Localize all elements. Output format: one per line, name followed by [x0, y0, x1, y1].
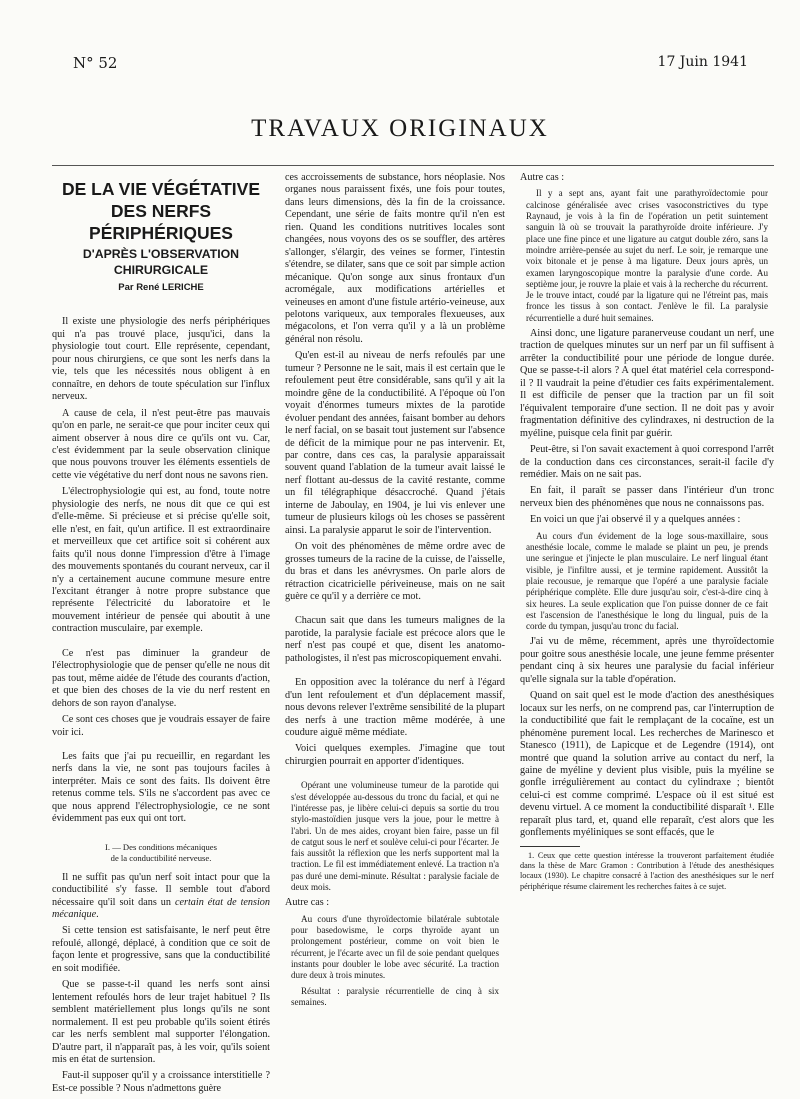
article-author: Par René LERICHE [118, 282, 204, 293]
paragraph: Ce n'est pas diminuer la grandeur de l'électrophysiologie que de penser qu'elle ne nous dit pas tout, même aidée de l'étude des courants d'action, et que bien des choses de la vie du nerf restent en dehors de son rayon d'analyse. [52, 647, 270, 709]
paragraph: Voici quelques exemples. J'imagine que tout chirurgien pourrait en apporter d'identiques. [285, 743, 505, 767]
issue-number: N° 52 [73, 54, 118, 72]
paragraph: Il existe une physiologie des nerfs périphériques qui n'a pas trouvé place, jusqu'ici, dans la physiologie tout court. Elle représente, cependant, pour nous chirurgiens, ce que sont les nerfs dans la vie, tels que les nécessités nous obligent à en connaître, en dehors de toute spéculation sur l'influx nerveux. [52, 316, 270, 403]
paragraph: Ce sont ces choses que je voudrais essayer de faire voir ici. [52, 714, 270, 738]
paragraph: Ainsi donc, une ligature paranerveuse coudant un nerf, une traction de quelques minutes sur un nerf par un fil suffisent à arrêter la conductibilité pour une période de longue durée. Que se passe-t-il alors ? A quel état matériel cela correspond-il ? Il vaudrait la peine d'étudier ces faits expérimentalement. Il est difficile de penser que la traction par un fil soit l'équivalent temporaire d'une section. Il ne doit pas y avoir fragmentation définitive des cylindraxes, ni destruction de la myéline, puisque cela finit par guérir. [520, 328, 774, 439]
issue-date: 17 Juin 1941 [657, 54, 748, 70]
footnote: 1. Ceux que cette question intéresse la trouveront parfaitement étudiée dans la thèse de Marc Gramon : Contribution à l'étude des anesthésiques locaux (1930). Le chapitre consacré à l'action des anesthésiques sur le nerf périphérique résume clairement les recherches faites à ce sujet. [520, 850, 774, 891]
paragraph: L'électrophysiologie qui est, au fond, toute notre physiologie des nerfs, ne nous dit que ce qui est d'elle-même. Si précieuse et si précise qu'elle soit, elle n'est, en fait, qu'un artifice. Il est extraordinaire et merveilleux que cet artifice soit si cohérent aux faits qu'il nous donne l'impression d'être à l'image des mouvements spontanés du courant nerveux, car il n'y a certainement aucune commune mesure entre l'excitant étranger à notre propre substance que représente l'électricité du laboratoire et le mouvement intérieur de pensée qui aboutit à une contraction musculaire, par exemple. [52, 486, 270, 635]
paragraph: Faut-il supposer qu'il y a croissance interstitielle ? Est-ce possible ? Nous n'admettons guère [52, 1070, 270, 1094]
paragraph: Si cette tension est satisfaisante, le nerf peut être refoulé, allongé, déplacé, à condition que ce soit de façon lente et progressive, sans que la conductibilité en soit modifiée. [52, 925, 270, 974]
paragraph: En voici un que j'ai observé il y a quelques années : [530, 514, 741, 526]
paragraph: Quand on sait quel est le mode d'action des anesthésiques locaux sur les nerfs, on ne comprend pas, car l'interruption de la conductibilité que fait le remplaçant de la cocaïne, est un phénomène purement local. Les recherches de Marinesco et Stanesco (1911), de Lapicque et de Legendre (1914), ont montré que quand la solution arrive au contact du nerf, la gaine de myéline y devient plus visible, puis la myéline se gonfle irrégulièrement au contact du cylindraxe ; bientôt celui-ci est comme comprimé. L'espace où il est situé est devenu virtuel. A ce moment la conductibilité disparaît ¹. Elle reparaît plus tard, et, quand elle reparaît, c'est alors que les gonflements myéliniques se sont effacés, que le [520, 690, 774, 839]
paragraph: Les faits que j'ai pu recueillir, en regardant les nerfs dans la vie, ne sont pas toujours faciles à interpréter. Mais ce sont des faits. Ils doivent être retenus comme tels. S'ils ne s'accordent pas avec ce que nous apprend l'électrophysiologie, ce ne sont évidemment pas eux qui ont tort. [52, 750, 270, 825]
article-title-line-2: DES NERFS PÉRIPHÉRIQUES [89, 201, 233, 243]
case-label: Autre cas : [285, 897, 330, 909]
case-result: Résultat : paralysie récurrentielle de cinq à six semaines. [291, 985, 499, 1007]
column-2 [285, 172, 505, 1012]
footnote-divider [520, 846, 580, 847]
section-title: TRAVAUX ORIGINAUX [251, 115, 549, 142]
paragraph: Chacun sait que dans les tumeurs malignes de la parotide, la paralysie faciale est précoce alors que le nerf n'est pas coupé et que, disent les anatomo-pathologistes, il n'est pas microscopiquement envahi. [285, 615, 505, 664]
article-title-line-1: DE LA VIE VÉGÉTATIVE [61, 179, 261, 199]
emphasis-text: certain état de tension mécanique [52, 896, 270, 921]
article-subtitle-line-2: CHIRURGICALE [113, 263, 209, 277]
paragraph: En opposition avec la tolérance du nerf à l'égard d'un lent refoulement et d'un déplacement massif, nous devons relever l'extrême sensibilité de la plupart des nerfs à une traction même modérée, à une coudure aiguë même médiate. [285, 677, 505, 739]
section-heading-line-2: de la conductibilité nerveuse. [110, 852, 212, 863]
case-report: Au cours d'un évidement de la loge sous-maxillaire, sous anesthésie locale, comme le malade se plaint un peu, je prends une seringue et j'injecte le plan musculaire. Le nerf lingual étant visible, je l'infiltre aussi, et je termine rapidement. Aussitôt la plaie recousue, je remarque que l'opéré a une paralysie faciale périphérique complète. Elle dure jusqu'au soir, c'est-à-dire cinq à six heures. La seule explication que l'on puisse donner de ce fait est l'ascension de l'anesthésique le long du lingual, puis de la corde du tympan, jusqu'au tronc du facial. [526, 530, 768, 632]
paragraph [52, 872, 270, 922]
section-heading [52, 842, 270, 864]
article-subtitle [52, 246, 270, 278]
case-report: Il y a sept ans, ayant fait une parathyroïdectomie pour calcinose généralisée avec crises vasoconstrictives du type Raynaud, je vois à la fin de l'opération un petit suintement sanguin là où se trouvait la parathyroïde droite inférieure. J'y place une fine pince et une ligature au catgut double zéro, sans la moindre arrière-pensée au sujet du nerf. Le soir, je remarque une voix bitonale et je pense à ma ligature. Deux jours après, un examen laryngoscopique montre la paralysie d'une corde. Au septième jour, je rouvre la plaie et vais à la recherche du récurrent. Je le trouve intact, coudé par la ligature qui ne l'étreint pas, mais fronce les tissus à son contact. J'enlève le fil. La paralysie récurrentielle a duré huit semaines. [526, 188, 769, 323]
paragraph: J'ai vu de même, récemment, après une thyroïdectomie pour goitre sous anesthésie locale, une jeune femme présenter pendant cinq à six heures une paralysie du facial inférieur qu'elle signala sur la table d'opération. [520, 636, 774, 685]
paragraph-text-end: . [96, 909, 99, 921]
column-1 [52, 172, 270, 1099]
case-report: Au cours d'une thyroïdectomie bilatérale subtotale pour basedowisme, le corps thyroïde ayant un prolongement postérieur, comme on voit bien le récurrent, je l'écarte avec un fil de soie pendant quelques instants pour doubler le lobe avec sécurité. La traction dure deux à trois minutes. [291, 913, 499, 981]
paragraph: A cause de cela, il n'est peut-être pas mauvais qu'on en parle, ne serait-ce que pour inciter ceux qui aiment observer à nous dire ce qu'ils ont vu. Car, c'est évidemment par la seule observation clinique que nous pouvons trouver les éléments essentiels de cette vie végétative du nerf dont nous ne savons rien. [52, 407, 270, 481]
paragraph: Que se passe-t-il quand les nerfs sont ainsi lentement refoulés hors de leur trajet habituel ? Ils semblent matériellement plus longs qu'ils ne sont normalement. Il est peu probable qu'ils soient étirés car les nerfs semblent mal supporter l'élongation. D'autre part, il n'apparaît pas, à les voir, qu'ils soient mis en état de surtension. [52, 979, 270, 1066]
case-label: Autre cas : [520, 172, 565, 183]
article-subtitle-line-1: D'APRÈS L'OBSERVATION [82, 247, 240, 261]
paragraph: Peut-être, si l'on savait exactement à quoi correspond l'arrêt de la conduction dans ces circonstances, serait-il facile d'y remédier. Mais on ne sait pas. [520, 444, 774, 480]
column-3 [520, 172, 774, 896]
case-report: Opérant une volumineuse tumeur de la parotide qui s'est développée au-dessous du tronc du facial, et qui ne l'intéresse pas, je libère celui-ci depuis sa sortie du trou stylo-mastoïdien jusque vers la joue, pour le mettre à l'abri. Un de mes aides, croyant bien faire, passe un fil de catgut sous le nerf et soulève celui-ci pour l'écarter. Je fais aussitôt la réflexion que les nerfs supportent mal la traction. Le fil est immédiatement enlevé. La traction n'a pas duré une demi-minute. Résultat : paralysie faciale de deux mois. [291, 780, 499, 893]
paragraph-text: Il ne suffit pas qu'un nerf soit intact pour que la conductibilité s'y fasse. Il semble tout d'abord nécessaire qu'il soit dans un [52, 871, 270, 908]
section-heading-line-1: I. — Des conditions mécaniques [105, 841, 217, 852]
paragraph: En fait, il paraît se passer dans l'intérieur d'un tronc nerveux bien des phénomènes que nous ne connaissons pas. [520, 485, 774, 509]
header-divider [52, 165, 774, 166]
paragraph: ces accroissements de substance, hors néoplasie. Nos organes nous paraissent fixés, une fois pour toutes, dans leurs dimensions, dès la fin de la croissance. Cependant, une série de faits montre qu'il n'en est rien. Quand les conditions nutritives locales sont changées, nous voyons des os se souffler, des artères s'allonger, s'élargir, des veines se former, l'intestin s'étendre, se dilater, sans que ce soit par simple action mécanique. Qu'on songe aux sinus frontaux d'un acromégale, aux modifications artérielles et veineuses en amont d'une fistule artério-veineuse, aux pelotons variqueux, aux temporales flexueuses, aux mégacolons, et l'on verra qu'il y a là un problème général non résolu. [285, 172, 505, 345]
paragraph: On voit des phénomènes de même ordre avec de grosses tumeurs de la racine de la cuisse, de l'aisselle, du bras et dans les anévrysmes. On parle alors de rétraction cicatricielle périveineuse, mais on ne sait guère ce qu'il y a derrière ce mot. [285, 541, 505, 602]
article-title [52, 178, 270, 244]
paragraph: Qu'en est-il au niveau de nerfs refoulés par une tumeur ? Personne ne le sait, mais il est certain que le refoulement peut être considérable, sans qu'il y ait la moindre gêne de la conductibilité. A l'époque où l'on voyait d'énormes tumeurs mixtes de la parotide évoluer pendant des années, faisant bomber au dehors le nerf facial, on se basait tout justement sur l'absence de déficit de la mimique pour ne pas intervenir. Et, par contre, dans ces cas, la paralysie apparaissait souvent quand l'ablation de la tumeur avait laissé le nerf flottant au-dessus de la cavité restante, comme un fil télégraphique désaccroché. Quand j'étais interne de Jaboulay, en 1904, je lui vis enlever une tumeur de plusieurs kilogs où les choses se passèrent ainsi. La paralysie apparut le soir de l'intervention. [285, 350, 505, 536]
